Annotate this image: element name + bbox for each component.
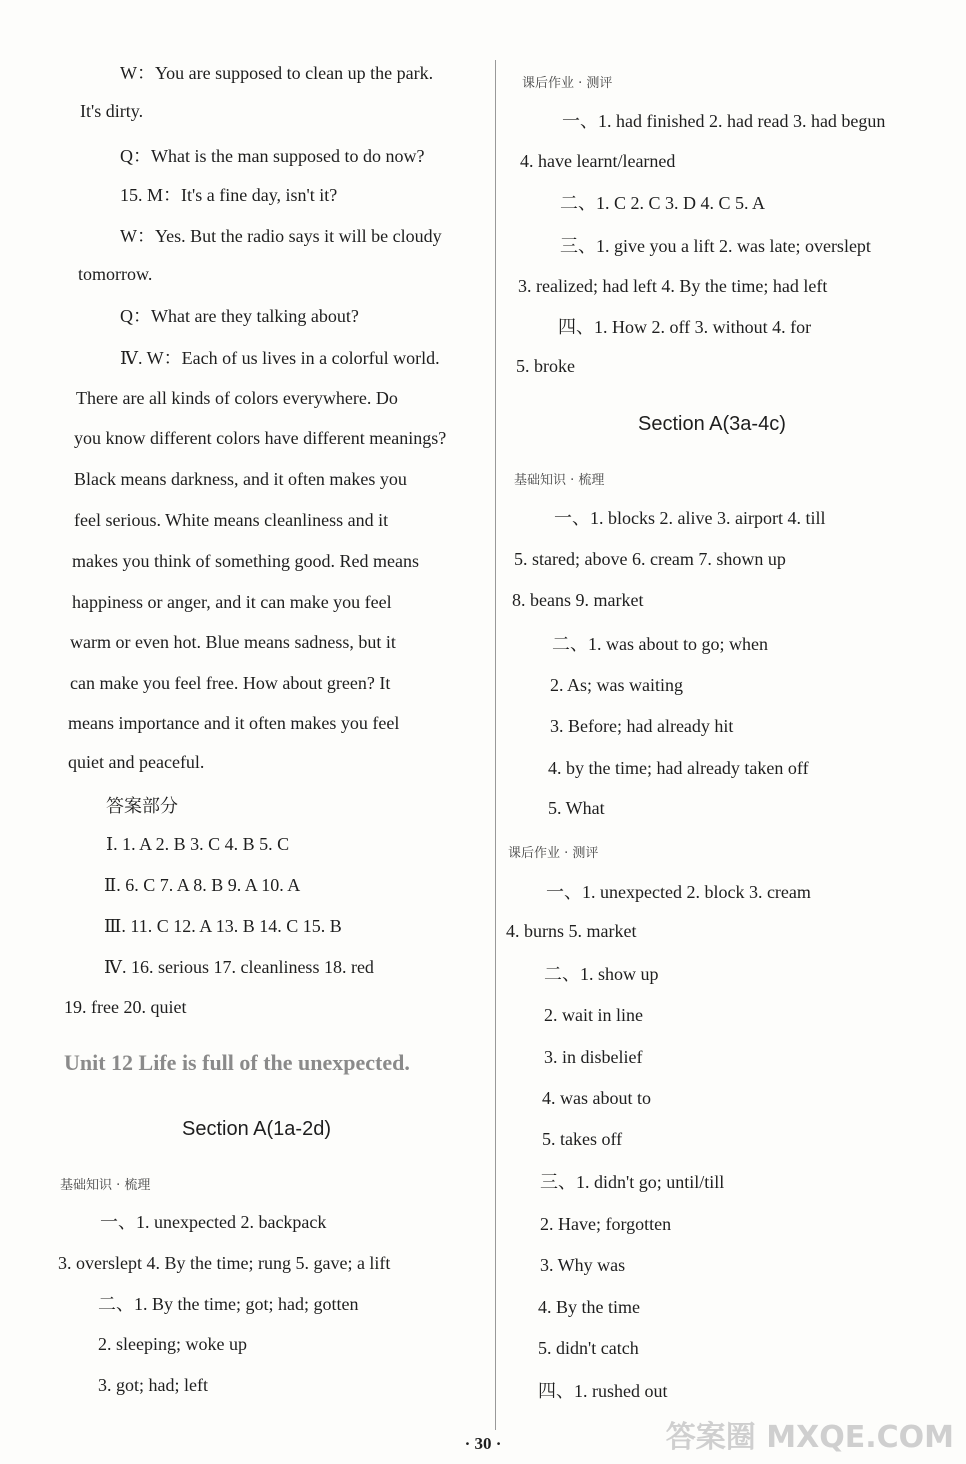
text-line: W：You are supposed to clean up the park. (120, 63, 434, 83)
answer-line: 5. didn't catch (538, 1338, 639, 1358)
answer-line: 三、1. didn't go; until/till (540, 1172, 725, 1192)
answer-line: 4. burns 5. market (506, 921, 637, 941)
answer-line: 4. By the time (538, 1297, 640, 1317)
answer-line: Ⅳ. 16. serious 17. cleanliness 18. red (104, 957, 374, 977)
text-line: tomorrow. (78, 264, 153, 284)
text-line: Black means darkness, and it often makes you (74, 469, 407, 489)
text-line: feel serious. White means cleanliness and it (74, 510, 389, 530)
section-title: Section A(3a-4c) (638, 413, 786, 435)
column-divider (495, 60, 496, 1430)
subsection-label: 基础知识 · 梳理 (514, 473, 605, 488)
answer-line: 4. have learnt/learned (520, 151, 676, 171)
answer-line: 2. Have; forgotten (540, 1214, 672, 1234)
answer-line: 3. Why was (540, 1255, 626, 1275)
answer-line: 2. As; was waiting (550, 675, 683, 695)
text-line: happiness or anger, and it can make you feel (72, 592, 392, 612)
subsection-label: 课后作业 · 测评 (508, 846, 599, 861)
unit-title: Unit 12 Life is full of the unexpected. (64, 1050, 410, 1075)
answer-line: 5. takes off (542, 1129, 623, 1149)
watermark-logo: 答案圈 MXQE.COM (665, 1420, 954, 1455)
answer-line: Ⅲ. 11. C 12. A 13. B 14. C 15. B (104, 916, 342, 936)
section-title: Section A(1a-2d) (182, 1118, 331, 1140)
answer-line: 二、1. was about to go; when (552, 634, 768, 654)
answer-line: 19. free 20. quiet (64, 997, 187, 1017)
subsection-label: 基础知识 · 梳理 (60, 1178, 151, 1193)
text-line: quiet and peaceful. (68, 752, 205, 772)
text-line: Ⅳ. W：Each of us lives in a colorful world. (120, 348, 440, 368)
text-line: you know different colors have different meanings? (74, 428, 447, 448)
answer-line: Ⅱ. 6. C 7. A 8. B 9. A 10. A (104, 875, 301, 895)
text-line: It's dirty. (80, 101, 144, 121)
answer-line: 一、1. had finished 2. had read 3. had begun (562, 111, 886, 131)
answer-line: 一、1. unexpected 2. backpack (100, 1212, 327, 1232)
answer-line: 四、1. rushed out (538, 1381, 668, 1401)
answer-line: 3. in disbelief (544, 1047, 643, 1067)
text-line: means importance and it often makes you feel (68, 713, 400, 733)
answer-line: 二、1. C 2. C 3. D 4. C 5. A (560, 193, 766, 213)
text-line: can make you feel free. How about green? It (70, 673, 391, 693)
answer-line: 2. wait in line (544, 1005, 643, 1025)
subsection-label: 课后作业 · 测评 (522, 76, 613, 91)
text-line: makes you think of something good. Red means (72, 551, 419, 571)
answer-line: 3. realized; had left 4. By the time; had left (518, 276, 828, 296)
answer-line: 一、1. blocks 2. alive 3. airport 4. till (554, 508, 826, 528)
text-line: W：Yes. But the radio says it will be cloudy (120, 226, 442, 246)
answer-line: 5. stared; above 6. cream 7. shown up (514, 549, 786, 569)
text-line: warm or even hot. Blue means sadness, but it (70, 632, 396, 652)
answer-line: Ⅰ. 1. A 2. B 3. C 4. B 5. C (106, 834, 290, 854)
answer-line: 3. got; had; left (98, 1375, 208, 1395)
answer-line: 3. overslept 4. By the time; rung 5. gave; a lift (58, 1253, 391, 1273)
text-line: Q：What is the man supposed to do now? (120, 146, 425, 166)
answer-line: 二、1. show up (544, 964, 659, 984)
page-number: · 30 · (464, 1434, 502, 1453)
answer-line: 二、1. By the time; got; had; gotten (98, 1294, 359, 1314)
text-line: Q：What are they talking about? (120, 306, 359, 326)
answer-heading: 答案部分 (106, 796, 178, 817)
text-line: 15. M：It's a fine day, isn't it? (120, 185, 338, 205)
answer-line: 8. beans 9. market (512, 590, 644, 610)
answer-line: 5. broke (516, 356, 575, 376)
answer-line: 一、1. unexpected 2. block 3. cream (546, 882, 811, 902)
answer-line: 5. What (548, 798, 605, 818)
answer-line: 四、1. How 2. off 3. without 4. for (558, 317, 812, 337)
answer-line: 三、1. give you a lift 2. was late; overslept (560, 236, 871, 256)
answer-line: 4. was about to (542, 1088, 651, 1108)
answer-line: 3. Before; had already hit (550, 716, 734, 736)
text-line: There are all kinds of colors everywhere. Do (76, 388, 398, 408)
answer-line: 4. by the time; had already taken off (548, 758, 809, 778)
answer-line: 2. sleeping; woke up (98, 1334, 247, 1354)
